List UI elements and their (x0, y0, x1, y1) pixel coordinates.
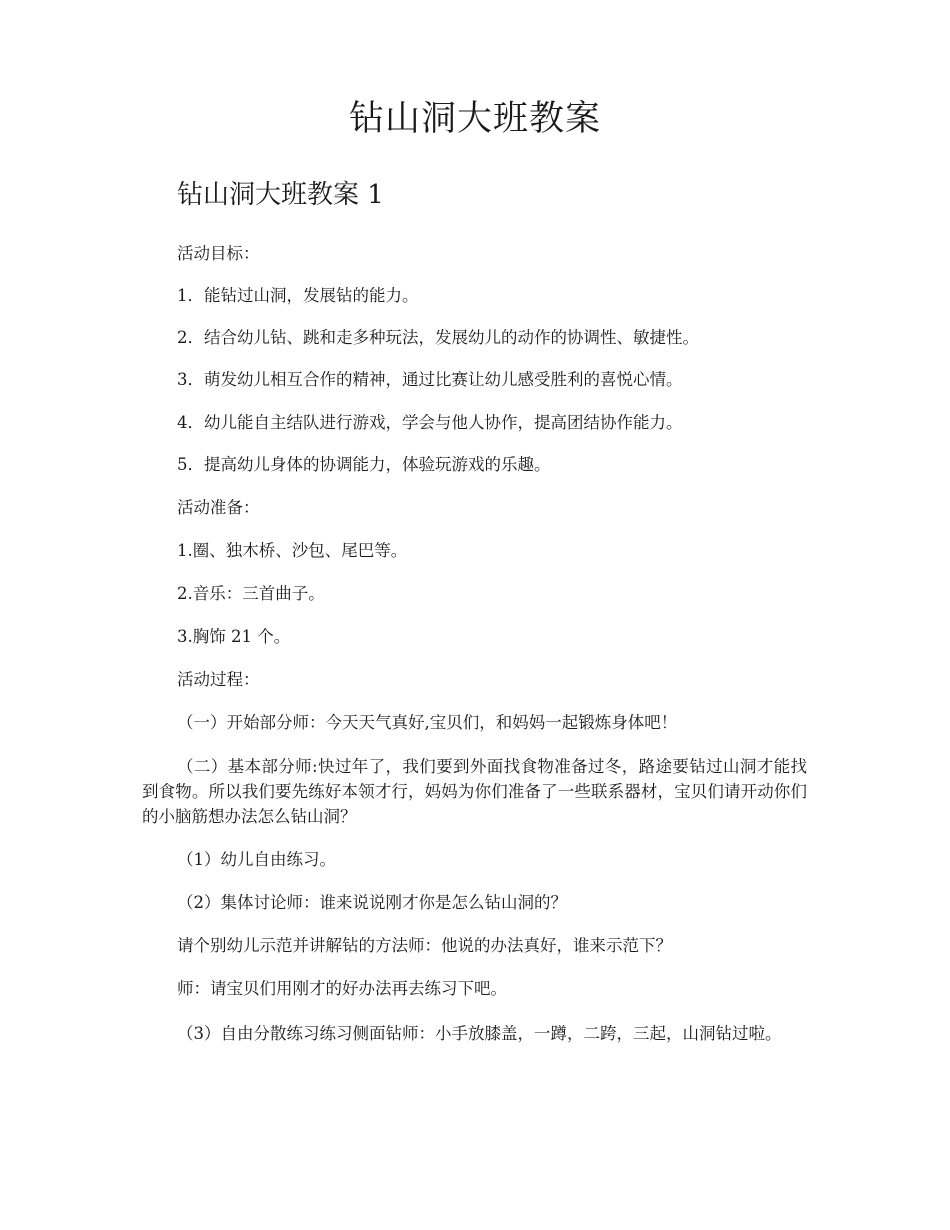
paragraph: （一）开始部分师：今天天气真好,宝贝们，和妈妈一起锻炼身体吧！ (177, 713, 678, 732)
paragraph: 5．提高幼儿身体的协调能力，体验玩游戏的乐趣。 (177, 455, 551, 474)
document-title: 钻山洞大班教案 (348, 99, 601, 139)
document-body (142, 243, 807, 1046)
paragraph: 活动准备： (177, 498, 260, 517)
paragraph: 4．幼儿能自主结队进行游戏，学会与他人协作，提高团结协作能力。 (177, 413, 683, 432)
section-title: 钻山洞大班教案 1 (177, 180, 384, 210)
paragraph: 活动过程： (177, 670, 260, 689)
paragraph: （3）自由分散练习练习侧面钻师：小手放膝盖，一蹲，二跨，三起，山洞钻过啦。 (177, 1024, 782, 1043)
paragraph: （二）基本部分师:快过年了，我们要到外面找食物准备过冬，路途要钻过山洞才能找到食物。所以我们要先练好本领才行，妈妈为你们准备了一些联系器材，宝贝们请开动你们的小脑筋想办法怎么钻山洞？ (142, 757, 807, 826)
paragraph: （1）幼儿自由练习。 (177, 850, 336, 869)
paragraph: （2）集体讨论师：谁来说说刚才你是怎么钻山洞的？ (177, 893, 567, 912)
paragraph: 1．能钻过山洞，发展钻的能力。 (177, 286, 419, 305)
paragraph: 2．结合幼儿钻、跳和走多种玩法，发展幼儿的动作的协调性、敏捷性。 (177, 328, 699, 347)
paragraph: 活动目标： (177, 244, 260, 263)
paragraph: 3．萌发幼儿相互合作的精神，通过比赛让幼儿感受胜利的喜悦心情。 (177, 370, 683, 389)
paragraph: 2.音乐：三首曲子。 (177, 584, 325, 603)
paragraph: 1.圈、独木桥、沙包、尾巴等。 (177, 541, 408, 560)
paragraph: 3.胸饰 21 个。 (177, 627, 291, 646)
paragraph: 请个别幼儿示范并讲解钻的方法师：他说的办法真好，谁来示范下？ (177, 936, 672, 955)
paragraph: 师：请宝贝们用刚才的好办法再去练习下吧。 (177, 979, 507, 998)
